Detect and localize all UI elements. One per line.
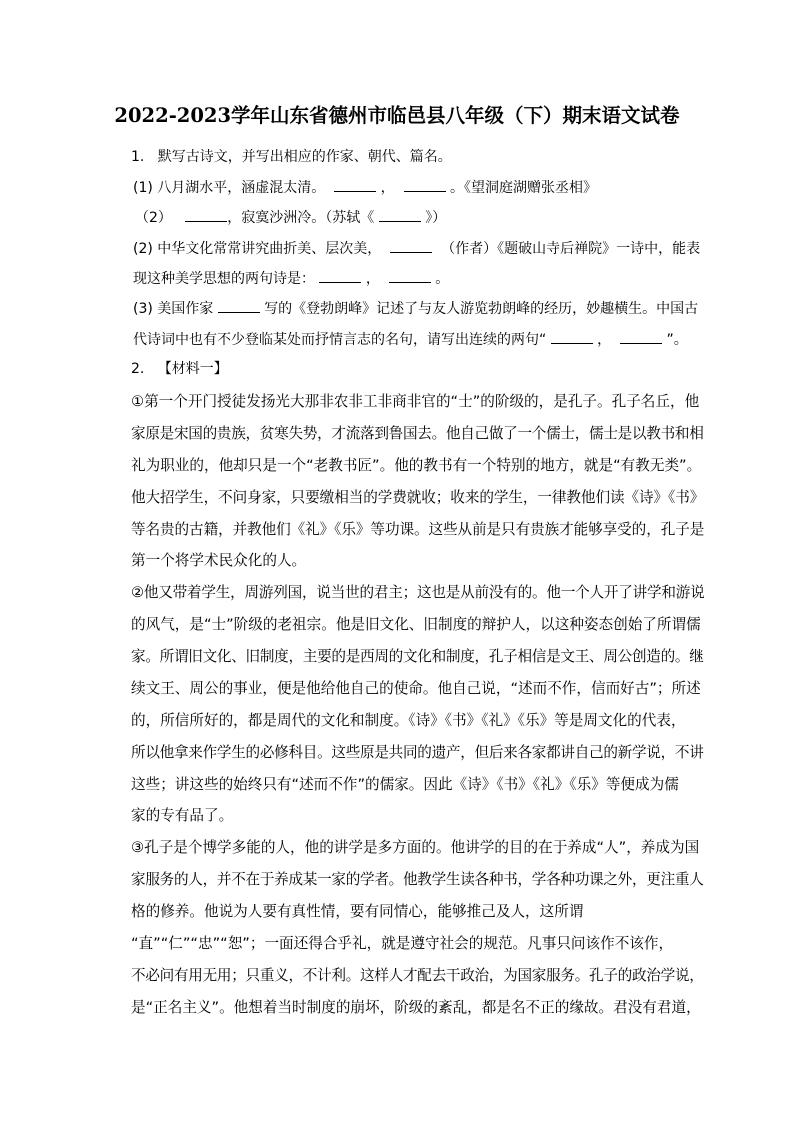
- punctuation: ，: [380, 180, 395, 196]
- question-1-item-3-line-2: [133, 268, 449, 289]
- question-1-item-2-text: ，寂寞沙洲冷。（苏轼《: [227, 210, 375, 226]
- material-line: 家服务的人，并不在于养成某一家的学者。他教学生读各种书，学各种功课之外，更注重人: [131, 871, 704, 888]
- material-line: 第一个将学术民众化的人。: [131, 552, 307, 569]
- question-1-item-4-line-2: [133, 329, 688, 350]
- material-label: 【材料一】: [157, 361, 228, 377]
- material-line: 格的修养。他说为人要有真性情，要有同情心，能够推己及人，这所谓: [131, 903, 584, 920]
- material-line: 的，所信所好的，都是周代的文化和制度。《诗》《书》《礼》《乐》等是周文化的代表，: [131, 712, 686, 729]
- answer-blank[interactable]: [334, 177, 376, 192]
- punctuation: ，: [365, 271, 380, 287]
- material-line: ②他又带着学生，周游列国，说当世的君主；这也是从前没有的。他一个人开了讲学和游说: [131, 584, 705, 601]
- answer-blank[interactable]: [551, 329, 593, 344]
- punctuation: 》）: [425, 210, 447, 226]
- material-line: 他大招学生，不问身家，只要缴相当的学费就收；收来的学生，一律教他们读《诗》《书》: [131, 489, 705, 506]
- material-line: 等名贵的古籍，并教他们《礼》《乐》等功课。这些从前是只有贵族才能够享受的，孔子是: [131, 521, 705, 538]
- answer-blank[interactable]: [389, 268, 431, 283]
- question-1-prompt-line: [131, 147, 452, 167]
- question-1-item-3-text: (2) 中华文化常常讲究曲折美、层次美，: [133, 241, 382, 257]
- question-2-number: 2.: [131, 361, 145, 377]
- answer-blank[interactable]: [185, 207, 227, 222]
- punctuation: ，: [597, 332, 612, 348]
- question-1-number: 1.: [131, 149, 145, 165]
- page-title: 2022-2023学年山东省德州市临邑县八年级（下）期末语文试卷: [114, 104, 680, 127]
- question-1-item-3-text-2: （作者）《题破山寺后禅院》一诗中，能表: [441, 241, 701, 257]
- material-line: 续文王、周公的事业，便是他给他自己的使命。他自己说，“述而不作，信而好古”；所述: [131, 680, 701, 697]
- material-line: 家。所谓旧文化、旧制度，主要的是西周的文化和制度，孔子相信是文王、周公创造的。继: [131, 648, 704, 665]
- answer-blank[interactable]: [218, 298, 260, 313]
- question-1-item-3-text-3: 现这种美学思想的两句诗是：: [133, 271, 315, 287]
- question-1-item-4-text: (3) 美国作家: [133, 301, 214, 317]
- question-1-item-3-line-1: [133, 238, 700, 259]
- question-1-prompt: 默写古诗文，并写出相应的作家、朝代、篇名。: [157, 149, 452, 165]
- question-1-item-4-line-1: [133, 298, 698, 319]
- material-line: 礼为职业的，他却只是一个“老教书匠”。他的教书有一个特别的地方，就是“有教无类”。: [131, 457, 702, 474]
- material-line: “直”“仁”“忠”“恕”；一面还得合乎礼，就是遵守社会的规范。凡事只问该作不该作，: [131, 935, 674, 952]
- material-line: 这些；讲这些的始终只有“述而不作”的儒家。因此《诗》《书》《礼》《乐》等便成为儒: [131, 776, 679, 793]
- punctuation: ”。: [666, 332, 688, 348]
- question-1-item-1-text: (1) 八月湖水平，涵虚混太清。: [133, 180, 326, 196]
- answer-blank[interactable]: [620, 329, 662, 344]
- question-1-item-4-text-3: 代诗词中也有不少登临某处而抒情言志的名句，请写出连续的两句“: [133, 332, 547, 348]
- question-1-item-4-text-2: 写的《登勃朗峰》记述了与友人游览勃朗峰的经历，妙趣横生。中国古: [264, 301, 699, 317]
- material-line: 家原是宋国的贵族，贫寒失势，才流落到鲁国去。他自己做了一个儒士，儒士是以教书和相: [131, 425, 704, 442]
- question-1-item-2: [135, 207, 446, 228]
- material-line: 是“正名主义”。他想着当时制度的崩坏，阶级的紊乱，都是名不正的缘故。君没有君道，: [131, 999, 701, 1016]
- material-line: 所以他拿来作学生的必修科目。这些原是共同的遗产，但后来各家都讲自己的新学说，不讲: [131, 744, 704, 761]
- answer-blank[interactable]: [319, 268, 361, 283]
- question-1-item-2-number: （2）: [135, 210, 172, 226]
- question-2-header: [131, 359, 228, 379]
- punctuation: 。: [435, 271, 450, 287]
- question-1-item-1-source: 。《望洞庭湖赠张丞相》: [450, 180, 597, 196]
- material-line: 不必问有用无用；只重义，不计利。这样人才配去干政治，为国家服务。孔子的政治学说，: [131, 967, 704, 984]
- answer-blank[interactable]: [390, 238, 432, 253]
- material-line: ③孔子是个博学多能的人，他的讲学是多方面的。他讲学的目的在于养成“人”，养成为国: [131, 839, 700, 856]
- answer-blank[interactable]: [379, 207, 421, 222]
- material-line: 的风气，是“士”阶级的老祖宗。他是旧文化、旧制度的辩护人，以这种姿态创始了所谓儒: [131, 616, 701, 633]
- answer-blank[interactable]: [404, 177, 446, 192]
- material-line: 家的专有品了。: [131, 807, 234, 824]
- question-1-item-1: [133, 177, 597, 198]
- material-line: ①第一个开门授徒发扬光大那非农非工非商非官的“士”的阶级的，是孔子。孔子名丘，他: [131, 393, 700, 410]
